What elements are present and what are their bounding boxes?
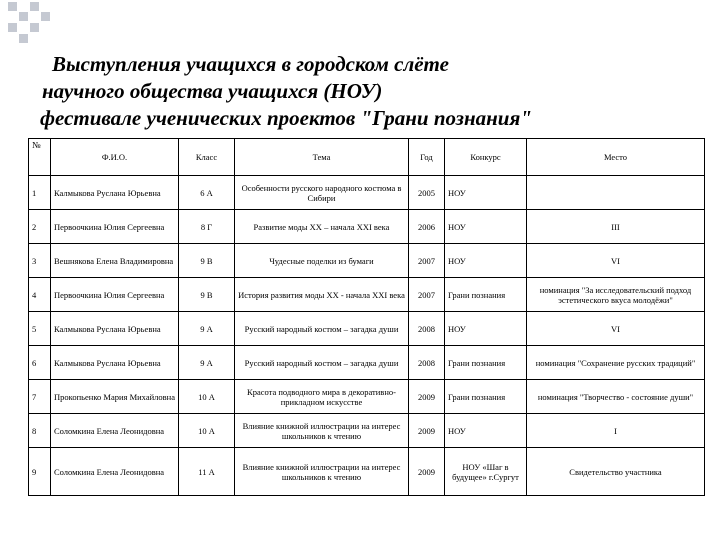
cell-year: 2009 [409,380,445,414]
title-line-2: научного общества учащихся (НОУ) [42,79,383,103]
cell-place [527,176,705,210]
cell-class: 9 В [179,278,235,312]
cell-topic: Развитие моды XX – начала XXI века [235,210,409,244]
table-row [29,244,705,278]
cell-fio: Калмыкова Руслана Юрьевна [51,312,179,346]
cell-class: 11 А [179,448,235,496]
cell-year: 2007 [409,278,445,312]
cell-contest: НОУ [445,244,527,278]
cell-topic: Влияние книжной иллюстрации на интерес школьников к чтению [235,414,409,448]
cell-contest: Грани познания [445,278,527,312]
cell-fio: Первоочкина Юлия Сергеевна [51,210,179,244]
cell-place: номинация "Сохранение русских традиций" [527,346,705,380]
cell-class: 8 Г [179,210,235,244]
cell-place: VI [527,312,705,346]
cell-year: 2005 [409,176,445,210]
cell-year: 2006 [409,210,445,244]
cell-contest: НОУ [445,312,527,346]
cell-year: 2007 [409,244,445,278]
cell-class: 6 А [179,176,235,210]
cell-topic: Русский народный костюм – загадка души [235,346,409,380]
table-row [29,346,705,380]
cell-place: VI [527,244,705,278]
page-title [28,51,668,132]
cell-fio: Соломкина Елена Леонидовна [51,448,179,496]
header-fio: Ф.И.О. [51,139,179,176]
header-class: Класс [179,139,235,176]
cell-year: 2008 [409,312,445,346]
table-row [29,278,705,312]
cell-fio: Калмыкова Руслана Юрьевна [51,176,179,210]
header-year: Год [409,139,445,176]
cell-year: 2009 [409,448,445,496]
cell-class: 10 А [179,380,235,414]
table-row [29,380,705,414]
cell-topic: Влияние книжной иллюстрации на интерес школьников к чтению [235,448,409,496]
cell-no: 6 [29,346,51,380]
cell-year: 2008 [409,346,445,380]
cell-topic: История развития моды XX - начала XXI века [235,278,409,312]
cell-no: 1 [29,176,51,210]
cell-topic: Чудесные поделки из бумаги [235,244,409,278]
cell-topic: Особенности русского народного костюма в Сибири [235,176,409,210]
cell-no: 4 [29,278,51,312]
cell-no: 5 [29,312,51,346]
cell-contest: НОУ «Шаг в будущее» г.Сургут [445,448,527,496]
cell-contest: НОУ [445,210,527,244]
table-row [29,414,705,448]
cell-contest: НОУ [445,414,527,448]
table-row [29,312,705,346]
header-place: Место [527,139,705,176]
cell-place: номинация "За исследовательский подход эстетического вкуса молодёжи" [527,278,705,312]
header-no: № [29,139,51,176]
cell-place: I [527,414,705,448]
results-table [28,138,705,496]
cell-fio: Первоочкина Юлия Сергеевна [51,278,179,312]
cell-fio: Соломкина Елена Леонидовна [51,414,179,448]
cell-fio: Прокопьенко Мария Михайловна [51,380,179,414]
title-line-1: Выступления учащихся в городском слёте [52,52,449,76]
cell-no: 9 [29,448,51,496]
cell-class: 9 А [179,346,235,380]
table-header-row [29,139,705,176]
cell-place: Свидетельство участника [527,448,705,496]
cell-no: 7 [29,380,51,414]
cell-fio: Вешнякова Елена Владимировна [51,244,179,278]
cell-no: 8 [29,414,51,448]
decorative-squares [0,0,60,45]
cell-contest: НОУ [445,176,527,210]
title-line-3: фестивале ученических проектов "Грани познания" [40,106,532,130]
table-row [29,210,705,244]
header-contest: Конкурс [445,139,527,176]
cell-class: 10 А [179,414,235,448]
cell-topic: Русский народный костюм – загадка души [235,312,409,346]
cell-place: номинация "Творчество - состояние души" [527,380,705,414]
cell-topic: Красота подводного мира в декоративно-прикладном искусстве [235,380,409,414]
header-topic: Тема [235,139,409,176]
cell-contest: Грани познания [445,380,527,414]
cell-class: 9 А [179,312,235,346]
cell-place: III [527,210,705,244]
cell-no: 3 [29,244,51,278]
cell-class: 9 В [179,244,235,278]
cell-contest: Грани познания [445,346,527,380]
table-row [29,176,705,210]
cell-no: 2 [29,210,51,244]
cell-year: 2009 [409,414,445,448]
table-row [29,448,705,496]
cell-fio: Калмыкова Руслана Юрьевна [51,346,179,380]
